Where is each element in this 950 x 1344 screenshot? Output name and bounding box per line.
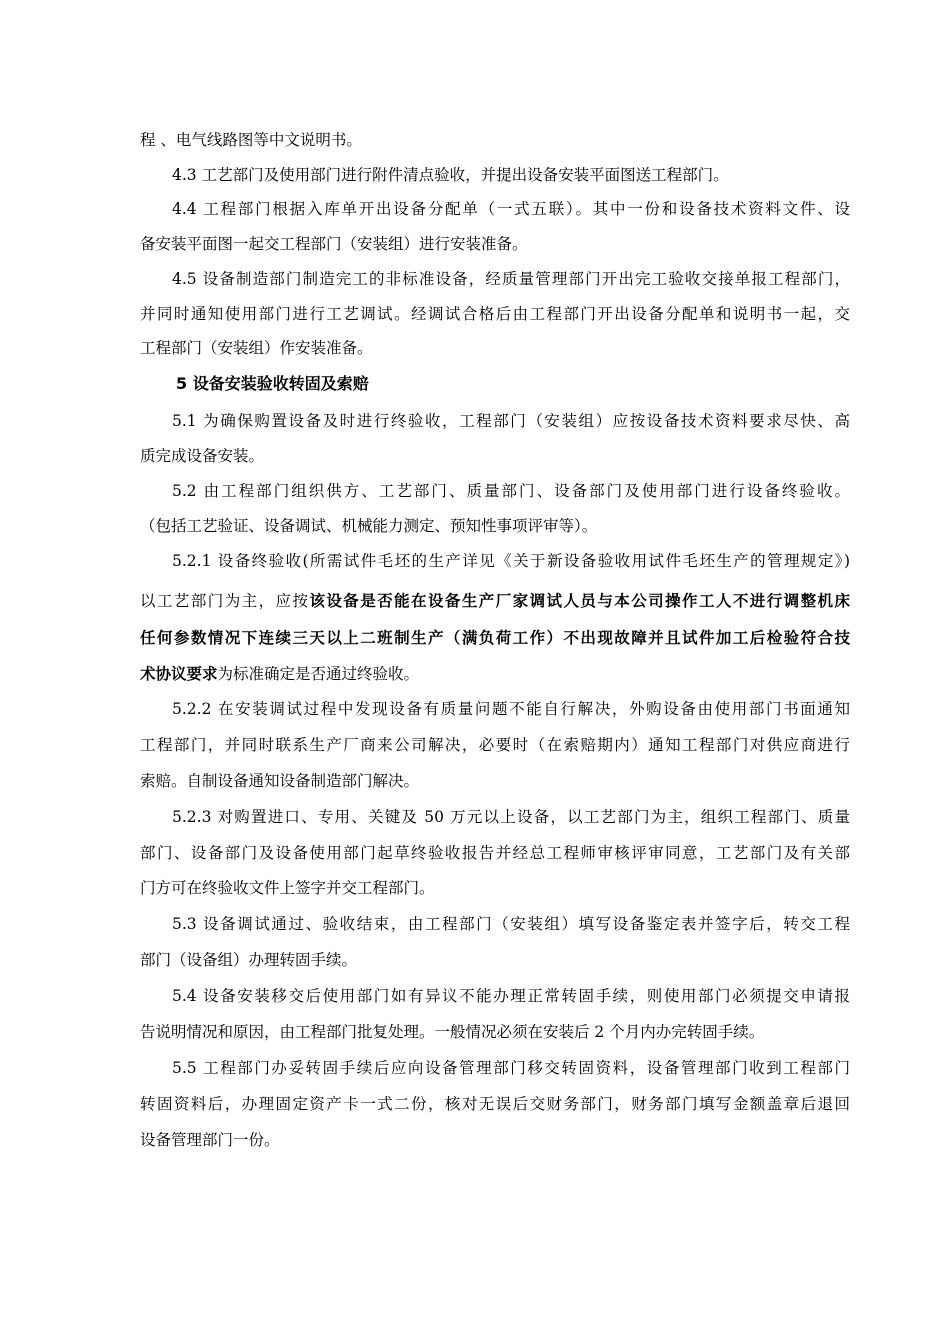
paragraph-5-3-line-2: 部门（设备组）办理转固手续。	[140, 951, 358, 969]
paragraph-5-2-1-bold-text: 该设备是否能在设备生产厂家调试人员与本公司操作工人不进行调整机床	[309, 592, 850, 610]
paragraph-5-2-3-line-1: 5.2.3 对购置进口、专用、关键及 50 万元以上设备，以工艺部门为主，组织工程部门、质量	[172, 808, 850, 826]
paragraph-5-2-1-line-3	[140, 626, 850, 650]
paragraph-5-2-line-1: 5.2 由工程部门组织供方、工艺部门、质量部门、设备部门及使用部门进行设备终验收。	[172, 482, 850, 500]
paragraph-4-3-line-1: 4.3 工艺部门及使用部门进行附件清点验收，并提出设备安装平面图送工程部门。	[172, 166, 729, 184]
paragraph-4-5-line-1: 4.5 设备制造部门制造完工的非标准设备，经质量管理部门开出完工验收交接单报工程部门，	[172, 270, 850, 288]
paragraph-5-5-line-2: 转固资料后，办理固定资产卡一式二份，核对无误后交财务部门，财务部门填写金额盖章后退回	[140, 1095, 850, 1113]
paragraph-5-5-line-3: 设备管理部门一份。	[140, 1131, 280, 1149]
paragraph-5-2-2-line-3: 索赔。自制设备通知设备制造部门解决。	[140, 772, 420, 790]
paragraph-4-5-line-3: 工程部门（安装组）作安装准备。	[140, 339, 373, 357]
paragraph-5-2-1-plain-text: 以工艺部门为主，应按	[140, 592, 310, 610]
paragraph-5-2-1-line-2	[140, 589, 850, 613]
paragraph-5-4-line-1: 5.4 设备安装移交后使用部门如有异议不能办理正常转固手续，则使用部门必须提交申请报	[172, 987, 850, 1005]
section-5-heading: 5 设备安装验收转固及索赔	[176, 374, 369, 393]
paragraph-5-2-line-2: （包括工艺验证、设备调试、机械能力测定、预知性事项评审等）。	[140, 517, 598, 535]
paragraph-5-2-1-bold-text-line-4: 术协议要求	[140, 665, 218, 683]
paragraph-5-2-1-line-1: 5.2.1 设备终验收(所需试件毛坯的生产详见《关于新设备验收用试件毛坯生产的管理规定》)	[172, 552, 850, 570]
paragraph-5-1-line-2: 质完成设备安装。	[140, 447, 265, 465]
paragraph-5-1-line-1: 5.1 为确保购置设备及时进行终验收，工程部门（安装组）应按设备技术资料要求尽快、高	[172, 412, 850, 430]
paragraph-5-5-line-1: 5.5 工程部门办妥转固手续后应向设备管理部门移交转固资料，设备管理部门收到工程部门	[172, 1059, 850, 1077]
paragraph-5-4-line-2: 告说明情况和原因，由工程部门批复处理。一般情况必须在安装后 2 个月内办完转固手续。	[140, 1023, 765, 1041]
paragraph-5-2-2-line-2: 工程部门，并同时联系生产厂商来公司解决，必要时（在索赔期内）通知工程部门对供应商进行	[140, 736, 850, 754]
paragraph-continuation-line: 程 、电气线路图等中文说明书。	[140, 131, 362, 149]
paragraph-4-5-line-2: 并同时通知使用部门进行工艺调试。经调试合格后由工程部门开出设备分配单和说明书一起，交	[140, 305, 850, 323]
paragraph-5-2-1-line-4	[140, 662, 850, 686]
paragraph-5-2-3-line-2: 部门、设备部门及设备使用部门起草终验收报告并经总工程师审核评审同意，工艺部门及有关部	[140, 844, 850, 862]
paragraph-4-4-line-1: 4.4 工程部门根据入库单开出设备分配单（一式五联）。其中一份和设备技术资料文件、设	[172, 200, 850, 218]
paragraph-5-2-2-line-1: 5.2.2 在安装调试过程中发现设备有质量问题不能自行解决，外购设备由使用部门书面通知	[172, 700, 850, 718]
paragraph-4-4-line-2: 备安装平面图一起交工程部门（安装组）进行安装准备。	[140, 235, 528, 253]
paragraph-5-3-line-1: 5.3 设备调试通过、验收结束，由工程部门（安装组）填写设备鉴定表并签字后，转交工程	[172, 915, 850, 933]
paragraph-5-2-3-line-3: 门方可在终验收文件上签字并交工程部门。	[140, 879, 435, 897]
paragraph-5-2-1-bold-text-line-3: 任何参数情况下连续三天以上二班制生产（满负荷工作）不出现故障并且试件加工后检验符合技	[140, 629, 850, 647]
paragraph-5-2-1-plain-text-line-4: 为标准确定是否通过终验收。	[217, 665, 420, 683]
